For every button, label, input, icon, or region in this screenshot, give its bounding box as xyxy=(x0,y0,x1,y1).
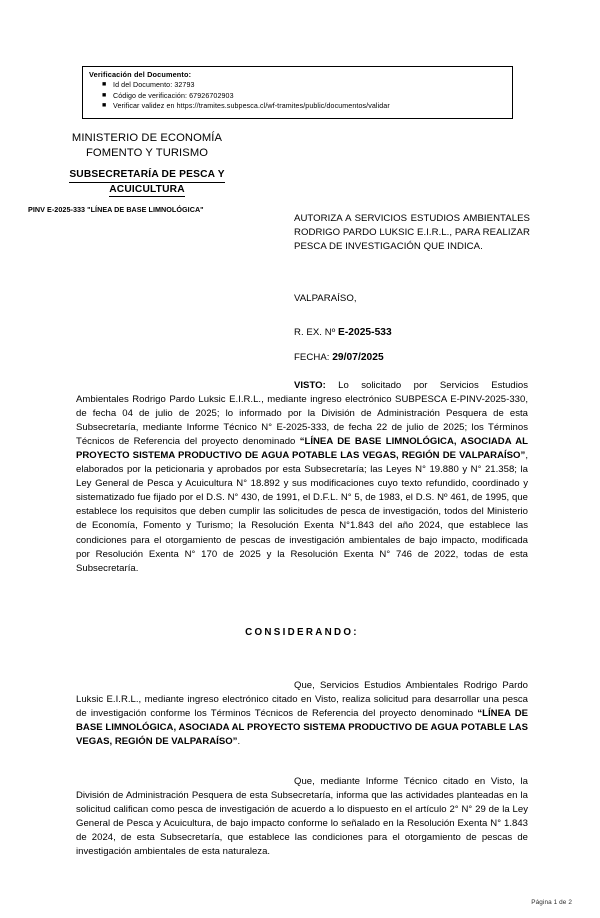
subsecretaria-name xyxy=(28,168,266,197)
verification-item-document-id xyxy=(102,80,512,91)
subject-text: AUTORIZA A SERVICIOS ESTUDIOS AMBIENTALES RODRIGO PARDO LUKSIC E.I.R.L., PARA REALIZAR PESCA DE INVESTIGACIÓN QUE INDICA. xyxy=(294,213,530,253)
considerando-heading: CONSIDERANDO: xyxy=(245,627,359,638)
resolution-number-label: R. EX. Nº xyxy=(294,327,338,338)
verification-item-text: Código de verificación: 67926702903 xyxy=(113,91,234,100)
ministry-line-2: FOMENTO Y TURISMO xyxy=(85,146,209,159)
verification-title: Verificación del Documento: xyxy=(89,70,192,79)
considerando-p2-text: Que, mediante Informe Técnico citado en Visto, la División de Administración Pesquera de esta Subsecretaría, informa que las actividades planteadas en la solicitud califican como pesca de investigación de acuerdo a lo dispuesto en el artículo 2° N° 29 de la Ley General de Pesca y Acuicultura, de bajo impacto conforme lo señalado en la Resolución Exenta N° 1.843 de 2024, de esta Subsecretaría, que establece las condiciones para el otorgamiento de pescas de investigación ambientales de esta naturaleza. xyxy=(76,776,528,858)
verification-item-url[interactable] xyxy=(102,101,512,112)
visto-heading: VISTO: xyxy=(294,380,326,391)
visto-project-title: “LÍNEA DE BASE LIMNOLÓGICA, ASOCIADA AL PROYECTO SISTEMA PRODUCTIVO DE AGUA POTABLE LAS VEGAS, REGIÓN DE VALPARAÍSO” xyxy=(76,436,528,462)
pinv-reference: PINV E-2025-333 "LÍNEA DE BASE LIMNOLÓGICA" xyxy=(28,205,204,214)
verification-item-text[interactable]: Verificar validez en https://tramites.subpesca.cl/wf-tramites/public/documentos/validar xyxy=(113,102,390,111)
considerando-p1-text-2: . xyxy=(237,736,241,748)
verification-item-text: Id del Documento: 32793 xyxy=(113,81,195,89)
considerando-paragraph-2 xyxy=(76,775,528,859)
visto-text-part-1: Lo solicitado por Servicios Estudios Ambientales Rodrigo Pardo Luksic E.I.R.L., mediante ingreso electrónico SUBPESCA E-PINV-2025-330, de fecha 04 de julio de 2025; lo informado por la División de Administración Pesquera de esta Subsecretaría, mediante Informe Técnico N° E-2025-333, de fecha 22 de julio de 2025; los Términos Técnicos de Referencia del proyecto denominado xyxy=(76,380,528,448)
considerando-p1-text-1: Que, Servicios Estudios Ambientales Rodrigo Pardo Luksic E.I.R.L., mediante ingreso electrónico citado en Visto, realiza solicitud para desarrollar una pesca de investigación conforme los Términos Técnicos de Referencia del proyecto denominado xyxy=(76,680,528,720)
visto-text-part-2: , elaborados por la peticionaria y aprobados por esta Subsecretaría; las Leyes N° 19.880 y N° 21.358; la Ley General de Pesca y Acuicultura N° 18.892 y sus modificaciones cuyo texto refundido, coordinado y sistematizado fue fijado por el D.S. N° 430, de 1991, el D.F.L. N° 5, de 1983, el D.S. Nº 461, de 1995, que establece los requisitos que deben cumplir las solicitudes de pesca de investigación, todos del Ministerio de Economía, Fomento y Turismo; la Resolución Exenta N°1.843 del año 2024, que establece las condiciones para el otorgamiento de pescas de investigación ambientales de bajo impacto, modificada por Resolución Exenta N° 170 de 2025 y la Resolución Exenta N° 746 de 2022, todas de esta Subsecretaría. xyxy=(76,450,528,574)
masthead xyxy=(28,131,266,214)
bullet-icon: ■ xyxy=(102,81,107,88)
resolution-number-line xyxy=(294,327,392,338)
resolution-date-line xyxy=(294,352,384,363)
bullet-icon: ■ xyxy=(102,91,107,99)
resolution-date-label: FECHA: xyxy=(294,352,333,363)
bullet-icon: ■ xyxy=(102,102,107,110)
ministry-line-1: MINISTERIO DE ECONOMÍA xyxy=(71,132,223,144)
considerando-paragraph-1 xyxy=(76,679,528,749)
visto-paragraph xyxy=(76,379,528,576)
resolution-date-value: 29/07/2025 xyxy=(332,352,384,363)
subsecretaria-line-2: ACUICULTURA xyxy=(109,183,185,197)
resolution-number-value: E-2025-533 xyxy=(338,327,392,338)
verification-item-code xyxy=(102,91,512,102)
ministry-name xyxy=(28,131,266,160)
subsecretaria-line-1: SUBSECRETARÍA DE PESCA Y xyxy=(69,168,224,182)
verification-list xyxy=(83,80,512,112)
document-verification-box xyxy=(82,66,513,119)
issue-city: VALPARAÍSO, xyxy=(294,293,357,304)
considerando-p1-project-title: “LÍNEA DE BASE LIMNOLÓGICA, ASOCIADA AL PROYECTO SISTEMA PRODUCTIVO DE AGUA POTABLE LAS VEGAS, REGIÓN DE VALPARAÍSO” xyxy=(76,708,528,748)
subject-block xyxy=(294,212,530,254)
page-footer: Página 1 de 2 xyxy=(531,899,572,906)
